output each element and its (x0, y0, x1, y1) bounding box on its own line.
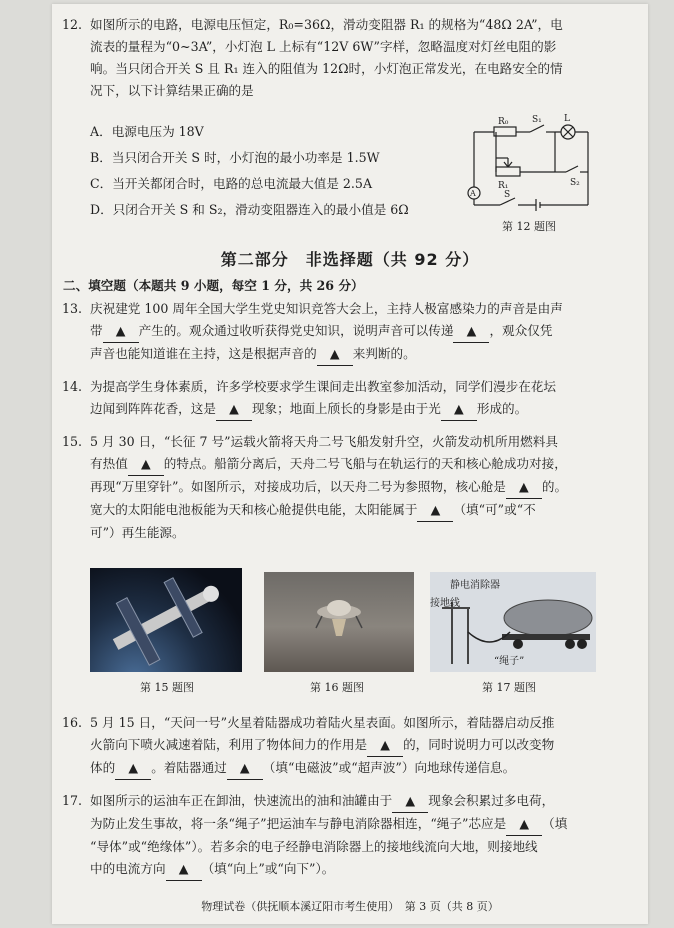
question-number: 15. (62, 434, 83, 449)
question-text-line: 响。当只闭合开关 S 且 R₁ 连入的阻值为 12Ω时，小灯泡正常发光，在电路安全的情 (90, 61, 563, 76)
question-number: 14. (62, 379, 83, 394)
label-ground-wire: 接地线 (430, 598, 460, 609)
page-footer: 物理试卷（供抚顺本溪辽阳市考生使用） 第 3 页（共 8 页） (201, 900, 499, 913)
question-number: 12. (62, 17, 83, 32)
answer-blank[interactable]: ▲ (166, 858, 202, 881)
figure-15-caption: 第 15 题图 (140, 681, 194, 694)
answer-blank[interactable]: ▲ (417, 499, 453, 522)
question-number: 17. (62, 793, 83, 808)
label-s: S (504, 190, 511, 200)
part-2-heading: 第二部分 非选择题（共 92 分） (220, 250, 480, 269)
label-l: L (564, 114, 570, 124)
question-text-line: 为防止发生事故，将一条“绳子”把运油车与静电消除器相连，“绳子”芯应是 ▲ （填 (90, 813, 567, 836)
exam-page (52, 4, 648, 924)
answer-blank[interactable]: ▲ (441, 398, 477, 421)
question-text-line: 况下，以下计算结果正确的是 (90, 83, 254, 98)
label-r1: R₁ (498, 181, 509, 191)
question-text-line: 边闻到阵阵花香，这是 ▲ 现象；地面上颀长的身影是由于光 ▲ 形成的。 (90, 398, 556, 421)
label-r0: R₀ (498, 117, 509, 127)
answer-blank[interactable]: ▲ (453, 320, 489, 343)
question-text-line: 流表的量程为“0~3A”，小灯泡 L 上标有“12V 6W”字样，忽略温度对灯丝电阻的影 (90, 39, 557, 54)
question-text-line: 如图所示的运油车正在卸油，快速流出的油和油罐由于 ▲ 现象会积累过多电荷， (90, 790, 567, 813)
answer-blank[interactable]: ▲ (115, 757, 151, 780)
answer-blank[interactable]: ▲ (506, 813, 542, 836)
answer-blank[interactable]: ▲ (392, 790, 428, 813)
question-number: 13. (62, 301, 83, 316)
label-static-eliminator: 静电消除器 (450, 580, 500, 591)
label-s1: S₁ (532, 115, 542, 125)
figure-15-space-station-photo (90, 568, 242, 672)
question-text-line: 如图所示的电路，电源电压恒定，R₀=36Ω，滑动变阻器 R₁ 的规格为“48Ω 2A”，电 (90, 17, 563, 32)
figure-16-mars-lander-photo (264, 572, 414, 672)
question-text-line: “导体”或“绝缘体”）。若多余的电子经静电消除器上的接地线流向大地，则接地线 (90, 839, 538, 854)
question-text-line: 带 ▲ 产生的。观众通过收听获得党史知识，说明声音可以传递 ▲ ，观众仅凭 (90, 320, 563, 343)
resistor-r1 (496, 167, 520, 176)
label-a: A (470, 189, 476, 198)
circuit-diagram (460, 110, 600, 220)
answer-blank[interactable]: ▲ (367, 734, 403, 757)
label-rope: “绳子” (494, 656, 525, 667)
answer-blank[interactable]: ▲ (506, 476, 542, 499)
question-number: 16. (62, 715, 83, 730)
option-d: D．只闭合开关 S 和 S₂，滑动变阻器连入的最小值是 6Ω (90, 202, 409, 217)
section-2-heading: 二、填空题（本题共 9 小题，每空 1 分，共 26 分） (63, 278, 364, 293)
question-text-line: 有热值 ▲ 的特点。船箭分离后，天舟二号飞船与在轨运行的天和核心舱成功对接， (90, 453, 567, 476)
option-a: A．电源电压为 18V (90, 124, 204, 139)
question-text-line: 庆祝建党 100 周年全国大学生党史知识竞答大会上，主持人极富感染力的声音是由声 (90, 301, 563, 316)
resistor-r0 (494, 127, 516, 136)
question-text-line: 声音也能知道谁在主持，这是根据声音的 ▲ 来判断的。 (90, 343, 563, 366)
answer-blank[interactable]: ▲ (227, 757, 263, 780)
figure-17-oil-truck-diagram (430, 572, 596, 672)
answer-blank[interactable]: ▲ (216, 398, 252, 421)
question-text-line: 为提高学生身体素质，许多学校要求学生课间走出教室参加活动，同学们漫步在花坛 (90, 379, 556, 394)
question-text-line: 中的电流方向 ▲ （填“向上”或“向下”）。 (90, 858, 567, 881)
option-b: B．当只闭合开关 S 时，小灯泡的最小功率是 1.5W (90, 150, 380, 165)
question-text-line: 5 月 15 日，“天问一号”火星着陆器成功着陆火星表面。如图所示，着陆器启动反推 (90, 715, 555, 730)
figure-17-caption: 第 17 题图 (482, 681, 536, 694)
question-text-line: 宽大的太阳能电池板能为天和核心舱提供电能，太阳能属于 ▲ （填“可”或“不 (90, 499, 567, 522)
question-text-line: 再现“万里穿针”。如图所示，对接成功后，以天舟二号为参照物，核心舱是 ▲ 的。 (90, 476, 567, 499)
question-text-line: 可”）再生能源。 (90, 525, 185, 540)
question-text-line: 5 月 30 日，“长征 7 号”运载火箭将天舟二号飞船发射升空，火箭发动机所用燃料具 (90, 434, 558, 449)
question-text-line: 体的 ▲ 。着陆器通过 ▲ （填“电磁波”或“超声波”）向地球传递信息。 (90, 757, 555, 780)
figure-12-caption: 第 12 题图 (502, 220, 556, 233)
option-c: C．当开关都闭合时，电路的总电流最大值是 2.5A (90, 176, 373, 191)
answer-blank[interactable]: ▲ (128, 453, 164, 476)
figure-16-caption: 第 16 题图 (310, 681, 364, 694)
answer-blank[interactable]: ▲ (317, 343, 353, 366)
label-s2: S₂ (570, 178, 580, 188)
question-text-line: 火箭向下喷火减速着陆，利用了物体间力的作用是 ▲ 的，同时说明力可以改变物 (90, 734, 555, 757)
answer-blank[interactable]: ▲ (103, 320, 139, 343)
